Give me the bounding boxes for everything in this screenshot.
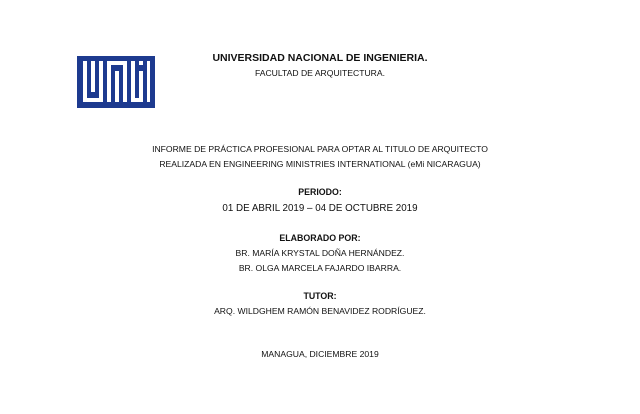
university-title: UNIVERSIDAD NACIONAL DE INGENIERIA. xyxy=(212,52,428,64)
tutor-label: TUTOR: xyxy=(303,291,337,301)
period-label: PERIODO: xyxy=(298,187,342,197)
tutor-name: ARQ. WILDGHEM RAMÓN BENAVIDEZ RODRÍGUEZ. xyxy=(214,306,426,316)
authors-label: ELABORADO POR: xyxy=(279,233,361,243)
place-date: MANAGUA, DICIEMBRE 2019 xyxy=(261,349,379,359)
period-value: 01 DE ABRIL 2019 – 04 DE OCTUBRE 2019 xyxy=(222,203,418,214)
faculty-name: FACULTAD DE ARQUITECTURA. xyxy=(254,68,386,78)
report-title-line-2: REALIZADA EN ENGINEERING MINISTRIES INTERNATIONAL (eMi NICARAGUA) xyxy=(159,159,481,169)
author-name: BR. MARÍA KRYSTAL DOÑA HERNÁNDEZ. xyxy=(235,248,405,258)
author-name: BR. OLGA MARCELA FAJARDO IBARRA. xyxy=(238,263,402,273)
report-title-line-1: INFORME DE PRÁCTICA PROFESIONAL PARA OPTAR AL TITULO DE ARQUITECTO xyxy=(152,144,488,154)
university-logo xyxy=(77,56,155,108)
